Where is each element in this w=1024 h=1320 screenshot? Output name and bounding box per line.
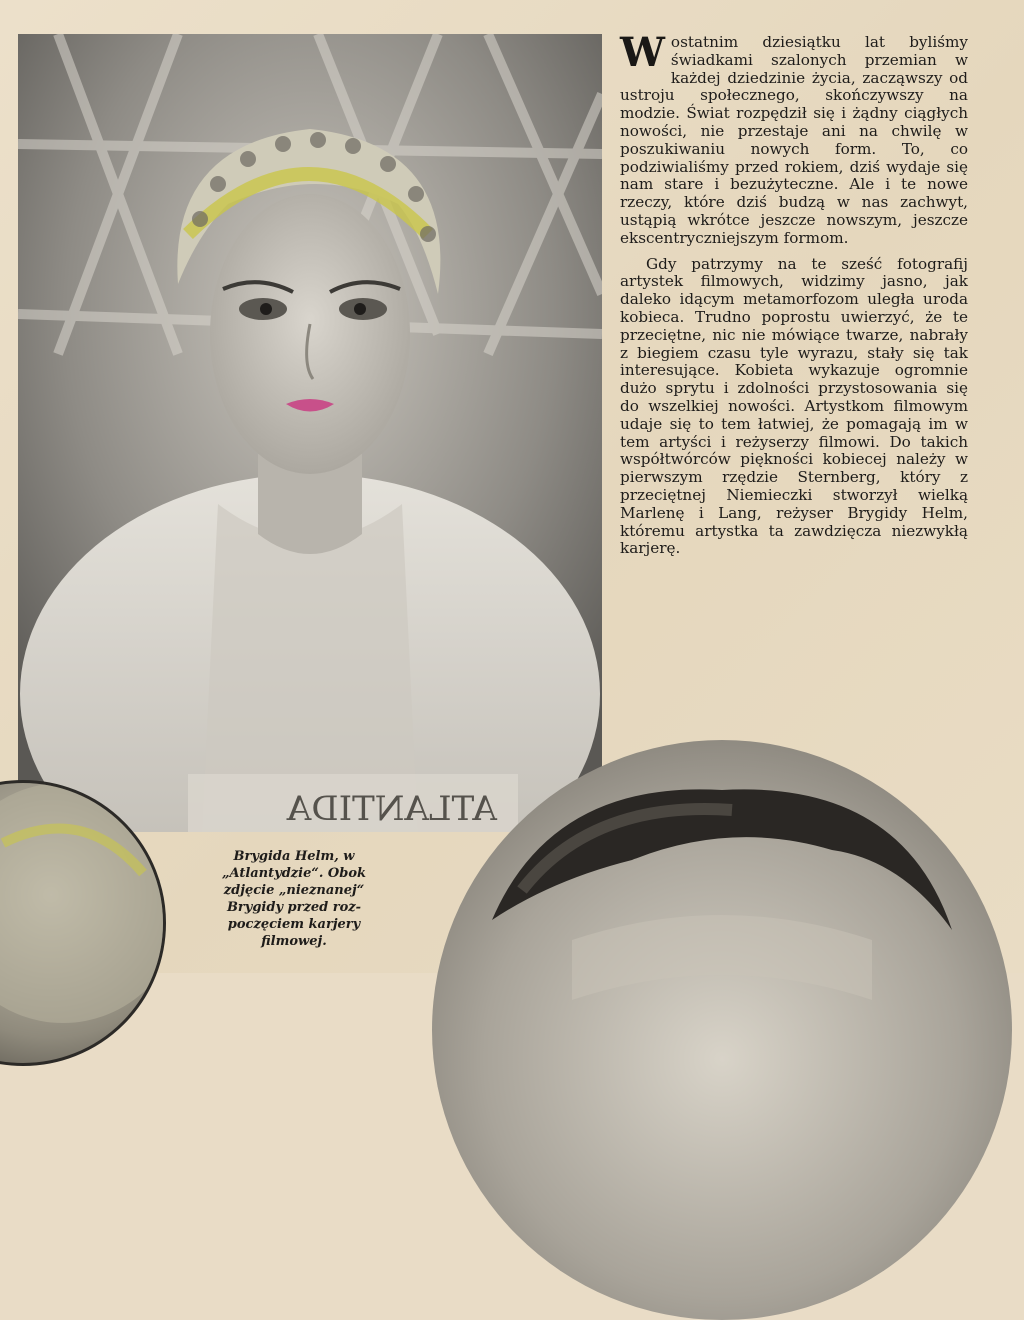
photo-caption bbox=[196, 848, 392, 950]
round-photo-right bbox=[432, 740, 1012, 1320]
caption-line: Brygidy przed roz- bbox=[226, 900, 362, 915]
caption-line: Brygida Helm, w bbox=[233, 849, 355, 864]
portrait-photo-brygida-helm bbox=[18, 34, 602, 832]
portrait-illustration bbox=[18, 34, 602, 832]
caption-line: filmowej. bbox=[261, 934, 327, 949]
photo-sign-text: ATLANTIDA bbox=[286, 789, 497, 829]
caption-line: poczęciem karjery bbox=[227, 917, 361, 932]
face bbox=[210, 194, 410, 474]
dropcap: W bbox=[620, 29, 665, 76]
paragraph-1-text: ostatnim dziesiątku lat byliśmy świadkami szalonych przemian w każdej dziedzinie życia, zacząwszy od ustroju społecznego, skończywszy na modzie. Świat rozpędził się i żądny ciągłych nowości, nie przestaje ani na chwilę w poszukiwaniu nowych form. To, co podziwialiśmy przed rokiem, dziś wydaje się nam stare i bezużyteczne. Ale i te nowe rzeczy, które dziś budzą w nas zachwyt, ustąpią wkrótce jeszcze nowszym, jeszcze ekscentryczniejszym formom. bbox=[620, 33, 968, 247]
article-paragraph-2: Gdy patrzymy na te sześć fotografij artystek filmowych, widzimy jasno, jak daleko idącym metamorfozom uległa uroda kobieca. Trudno poprostu uwierzyć, że te przeciętne, nic nie mówiące twarze, nabrały z biegiem czasu tyle wyrazu, stały się tak interesujące. Kobieta wykazuje ogromnie dużo sprytu i zdolności przystosowania się do wszelkiej nowości. Artystkom filmowym udaje się to tem łatwiej, że pomagają im w tem artyści i reżyserzy filmowi. Do takich współtwórców piękności kobiecej należy w pierwszym rzędzie Sternberg, który z przeciętnej Niemieczki stworzył wielką Marlenę i Lang, reżyser Brygidy Helm, któremu artystka ta zawdzięcza niezwykłą karjerę. bbox=[620, 254, 968, 558]
caption-line: „Atlantydzie“. Obok bbox=[221, 866, 366, 881]
caption-line: zdjęcie „nieznanej“ bbox=[223, 883, 365, 898]
article-body bbox=[620, 29, 968, 566]
article-paragraph-1 bbox=[620, 29, 968, 248]
